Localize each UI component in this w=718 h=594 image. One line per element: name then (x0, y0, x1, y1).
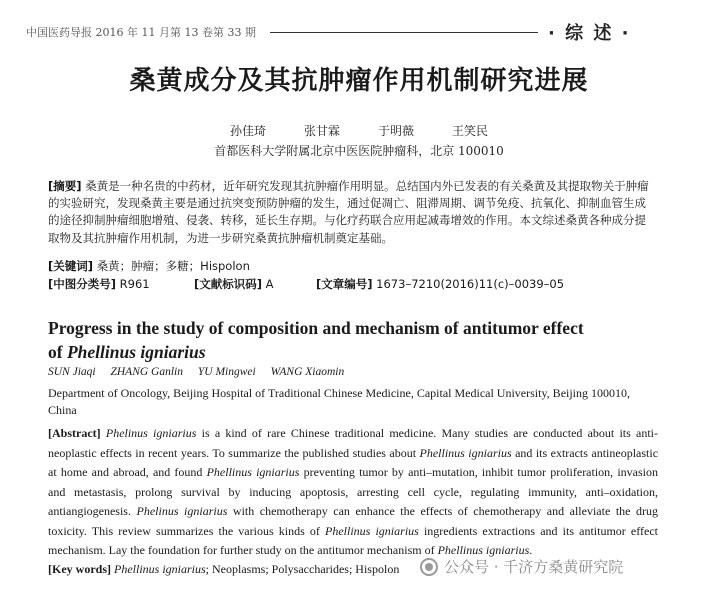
abstract-en-text: and its extracts antineoplastic at home and abroad, and found (48, 445, 659, 479)
abstract-english (48, 424, 658, 561)
author-en: SUN Jiaqi (48, 366, 96, 378)
keywords-chinese (48, 258, 250, 274)
author-en: YU Mingwei (197, 366, 256, 378)
species-name: Phellinus igniarius (206, 465, 300, 479)
species-name: Phellinus igniarius (325, 523, 419, 538)
author-en: WANG Xiaomin (270, 366, 345, 378)
species-name: Phellinus igniarius (437, 543, 530, 557)
watermark-text: 公众号 · 千济方桑黄研究院 (444, 558, 624, 576)
title-en-prefix: of (48, 342, 67, 362)
author-zh: 张甘霖 (304, 124, 341, 138)
species-name: Phelinus igniarius (105, 426, 197, 440)
abstract-en-text: preventing tumor by anti–mutation, inhibit tumor proliferation, invasion and metastasis, prolong survival by inducing apoptosis, arresting cell cycle, regulating immunity, anti–oxidation, antiangiogenesis. (48, 465, 659, 518)
abstract-en-text: is a kind of rare Chinese traditional medicine. Many studies are conducted about its anti-neoplastic effects in recent years. To summarize the published studies about (48, 426, 658, 460)
clc-value: R961 (119, 277, 150, 291)
header-rule (270, 32, 538, 33)
article-no-label: [文章编号] (316, 277, 373, 291)
article-number (316, 276, 564, 292)
abstract-chinese (48, 178, 654, 247)
wechat-icon (420, 558, 438, 576)
title-en-line2 (48, 340, 668, 364)
abstract-en-text: ingredients extractions and its antitumor effect mechanism. Lay the foundation for further study on the antitumor mechanism of (48, 523, 658, 557)
keywords-zh-label: [关键词] (48, 259, 94, 273)
title-chinese: 桑黄成分及其抗肿瘤作用机制研究进展 (129, 66, 589, 96)
title-english (48, 316, 668, 364)
journal-citation: 中国医药导报 2016 年 11 月第 13 卷第 33 期 (26, 26, 256, 39)
title-en-line1: Progress in the study of composition and mechanism of antitumor effect (48, 318, 584, 338)
abstract-zh-text: 桑黄是一种名贵的中药材，近年研究发现其抗肿瘤作用明显。总结国内外已发表的有关桑黄及其提取物关于肿瘤的实验研究，发现桑黄主要是通过抗突变预防肿瘤的发生，通过促凋亡、阻滞周期、调节免疫、抗氧化、抑制血管生成的途径抑制肿瘤细胞增殖、侵袭、转移，延长生存期。与化疗药联合应用起减毒增效的作用。本文综述桑黄各种成分提取物及其抗肿瘤作用机制，为进一步研究桑黄抗肿瘤机制奠定基础。 (48, 179, 649, 245)
author-zh: 孙佳琦 (230, 124, 267, 138)
affiliation-chinese: 首都医科大学附属北京中医医院肿瘤科，北京 100010 (214, 144, 504, 158)
clc-label: [中图分类号] (48, 277, 117, 291)
clc-number (48, 276, 150, 292)
doc-code (194, 276, 274, 292)
keywords-en-text: ; Neoplasms; Polysaccharides; Hispolon (205, 562, 400, 576)
keyword-species: Phellinus igniarius (114, 562, 206, 576)
affiliation-english: Department of Oncology, Beijing Hospital of Traditional Chinese Medicine, Capital Medical University, Beijing 100010, China (48, 386, 631, 417)
doc-code-label: [文献标识码] (194, 277, 263, 291)
article-no-value: 1673–7210(2016)11(c)–0039–05 (376, 277, 565, 291)
watermark (420, 556, 623, 577)
author-en: ZHANG Ganlin (110, 366, 184, 378)
keywords-en-label: [Key words] (48, 562, 111, 576)
page-header (0, 22, 718, 44)
species-name: Phelinus igniarius (136, 504, 228, 518)
title-en-species: Phellinus igniarius (66, 342, 206, 362)
keywords-zh-text: 桑黄；肿瘤；多糖；Hispolon (96, 259, 250, 273)
doc-code-value: A (265, 277, 274, 291)
author-zh: 王笑民 (452, 124, 489, 138)
keywords-english (48, 562, 399, 577)
author-zh: 于明薇 (378, 124, 415, 138)
abstract-zh-label: [摘要] (48, 179, 82, 193)
authors-english (48, 366, 356, 378)
abstract-en-label: [Abstract] (48, 426, 101, 440)
species-name: Phellinus igniarius (419, 445, 512, 460)
authors-chinese (230, 122, 526, 139)
abstract-en-text: . (529, 543, 533, 557)
section-tag: · 综 述 · (548, 23, 631, 44)
abstract-en-text: with chemotherapy can enhance the effects of chemotherapy and alleviate the drug toxicity. This review summarizes the various kinds of (48, 504, 659, 538)
